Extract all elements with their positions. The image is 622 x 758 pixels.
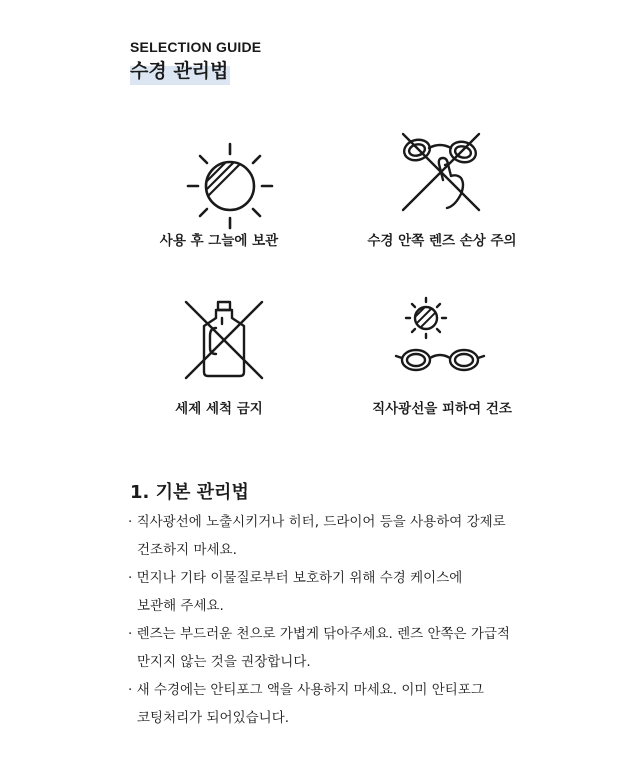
caption-no-detergent: 세제 세척 금지 (175, 401, 263, 417)
list-item-line: 만지지 않는 것을 권장합니다. (137, 654, 311, 670)
section-title: 1. 기본 관리법 (130, 482, 249, 503)
list-item-line: 코팅처리가 되어있습니다. (137, 710, 290, 726)
list-item-line: · 먼지나 기타 이물질로부터 보호하기 위해 수경 케이스에 (128, 570, 463, 586)
guide-header (130, 38, 261, 85)
no-touch-lens-icon (395, 128, 485, 218)
sun-goggles-icon (392, 296, 488, 380)
list-item-line: · 직사광선에 노출시키거나 히터, 드라이어 등을 사용하여 강제로 (128, 514, 506, 530)
list-item (128, 564, 568, 620)
list-item-line: 건조하지 마세요. (137, 542, 237, 558)
sun-icon (180, 130, 280, 230)
care-guide-list (128, 508, 568, 732)
list-item (128, 508, 568, 564)
caption-dry-shade: 직사광선을 피하여 건조 (372, 401, 512, 417)
caption-shade-storage: 사용 후 그늘에 보관 (159, 233, 279, 249)
list-item (128, 620, 568, 676)
list-item-line: · 렌즈는 부드러운 천으로 가볍게 닦아주세요. 렌즈 안쪽은 가급적 (128, 626, 510, 642)
list-item-line: · 새 수경에는 안티포그 액을 사용하지 마세요. 이미 안티포그 (128, 682, 484, 698)
list-item (128, 676, 568, 732)
eyebrow-label: SELECTION GUIDE (130, 39, 262, 55)
no-detergent-icon (178, 296, 268, 386)
list-item-line: 보관해 주세요. (137, 598, 224, 614)
page-title: 수경 관리법 (130, 58, 230, 85)
caption-lens-damage: 수경 안쪽 렌즈 손상 주의 (367, 233, 517, 249)
